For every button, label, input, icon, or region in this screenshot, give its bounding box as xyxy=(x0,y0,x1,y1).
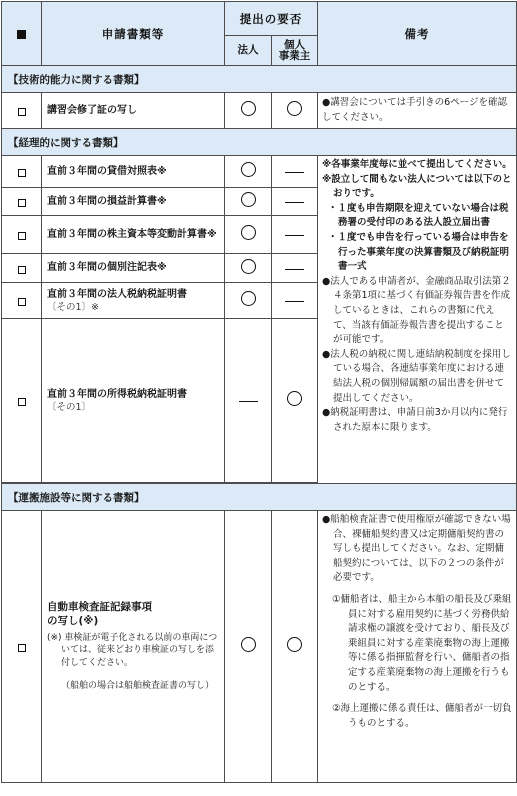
mark-corporation-notes xyxy=(225,254,272,283)
remark-financial-6: ●法人税の納税に関し連結納税制度を採用している場合、各連結事業年度における連結法人税の個別帰属額の届出書を併せて提出してください。 xyxy=(322,348,511,404)
doc-corp-tax xyxy=(42,283,225,319)
checkbox-income-tax[interactable] xyxy=(2,319,42,483)
doc-notes: 直前３年間の個別注記表※ xyxy=(42,254,225,283)
doc-profit-loss: 直前３年間の損益計算書※ xyxy=(42,188,225,216)
circle-icon xyxy=(241,225,256,240)
section-technical: 【技術的能力に関する書類】 xyxy=(2,66,517,93)
circle-icon xyxy=(241,637,256,652)
remark-financial-5: ●法人である申請者が、金融商品取引法第２４条第1項に基づく有価証券報告書を作成しているときは、これらの書類に代えて、当該有価証券報告書を提出することが可能です。 xyxy=(322,275,511,346)
header-checkbox-col xyxy=(2,2,42,66)
doc-balance-sheet: 直前３年間の貸借対照表※ xyxy=(42,156,225,188)
remark-financial-2: ※設立して間もない法人については以下のとおりです。 xyxy=(322,173,512,200)
doc-corp-tax-name: 直前３年間の法人税納税証明書 xyxy=(47,288,187,300)
remark-training: ●講習会については手引きの6ページを確認してください。 xyxy=(318,93,517,129)
mark-individual-training xyxy=(272,93,318,129)
section-financial: 【経理的に関する書類】 xyxy=(2,129,517,156)
checkbox-profit-loss[interactable] xyxy=(2,188,42,216)
remark-financial xyxy=(318,156,517,484)
doc-training-certificate: 講習会修了証の写し xyxy=(42,93,225,129)
dash-icon xyxy=(239,401,258,402)
remark-financial-1: ※各事業年度毎に並べて提出してください。 xyxy=(322,159,512,170)
mark-corporation-equity-changes xyxy=(225,216,272,254)
checkbox-icon[interactable] xyxy=(18,169,26,177)
remark-financial-3: ・１度も申告期限を迎えていない場合は税務署の受付印のある法人設立届出書 xyxy=(328,202,509,229)
checkbox-icon[interactable] xyxy=(18,108,26,116)
doc-corp-tax-sub: 〔その1〕※ xyxy=(47,301,100,313)
header-individual: 個人 事業主 xyxy=(272,36,318,66)
remark-transport-2: ①傭船者は、船主から本船の船長及び乗組員に対する雇用契約に基づく労務供給請求権の譲渡を受けており、船長及び乗組員に対する産業廃棄物の海上運搬等に係る指揮監督を行い、傭船者の指定する産業廃棄物の海上運搬を行うものとする。 xyxy=(332,593,512,693)
remark-transport xyxy=(318,511,517,783)
dash-icon xyxy=(285,235,304,236)
header-corporation: 法人 xyxy=(225,36,272,66)
checkbox-training[interactable] xyxy=(2,93,42,129)
circle-icon xyxy=(241,259,256,274)
remark-financial-7: ●納税証明書は、申請日前3か月以内に発行された原本に限ります。 xyxy=(322,407,508,433)
dash-icon xyxy=(285,202,304,203)
circle-icon xyxy=(241,192,256,207)
mark-corporation-training xyxy=(225,93,272,129)
mark-corporation-profit-loss xyxy=(225,188,272,216)
header-document-type: 申請書類等 xyxy=(42,2,225,66)
mark-individual-vehicle xyxy=(272,511,318,783)
doc-vehicle-name-1: 自動車検査証記録事項 xyxy=(47,600,152,613)
checkbox-icon[interactable] xyxy=(18,199,26,207)
doc-vehicle-note: (※) 車検証が電子化される以前の車両については、従来どおり車検証の写しを添付してください。 xyxy=(47,632,218,668)
mark-corporation-income-tax xyxy=(225,319,272,483)
mark-individual-equity-changes xyxy=(272,216,318,254)
remark-transport-1: ●船舶検査証書で使用権原が確認できない場合、裸傭船契約書又は定期傭船契約書の写しも提出してください。なお、定期傭船契約については、以下の２つの条件が必要です。 xyxy=(322,514,511,584)
checkbox-icon[interactable] xyxy=(18,398,26,406)
mark-individual-balance-sheet xyxy=(272,156,318,188)
remark-transport-3: ②海上運搬に係る責任は、傭船者が一切負うものとする。 xyxy=(332,703,512,729)
checkbox-icon[interactable] xyxy=(18,232,26,240)
doc-vehicle xyxy=(42,511,225,783)
remark-financial-4: ・１度でも申告を行っている場合は申告を行った事業年度の決算書類及び納税証明書一式 xyxy=(328,231,510,273)
circle-icon xyxy=(287,391,302,406)
circle-icon xyxy=(241,162,256,177)
checkbox-icon[interactable] xyxy=(18,644,26,652)
mark-individual-profit-loss xyxy=(272,188,318,216)
application-documents-table xyxy=(1,1,517,783)
section-transport: 【運搬施設等に関する書類】 xyxy=(2,484,517,511)
doc-equity-changes: 直前３年間の株主資本等変動計算書※ xyxy=(42,216,225,254)
checkbox-equity-changes[interactable] xyxy=(2,216,42,254)
mark-corporation-vehicle xyxy=(225,511,272,783)
dash-icon xyxy=(285,172,304,173)
circle-icon xyxy=(287,637,302,652)
checkbox-icon[interactable] xyxy=(18,266,26,274)
circle-icon xyxy=(241,291,256,306)
header-remarks: 備考 xyxy=(318,2,517,66)
header-submission-required: 提出の要否 xyxy=(225,2,318,36)
doc-vehicle-ship-note: （船舶の場合は船舶検査証書の写し） xyxy=(61,681,215,692)
header-square-icon xyxy=(17,30,26,39)
checkbox-vehicle[interactable] xyxy=(2,511,42,783)
circle-icon xyxy=(241,101,256,116)
doc-vehicle-name-2: の写し(※) xyxy=(47,614,99,627)
dash-icon xyxy=(285,301,304,302)
doc-income-tax-sub: 〔その1〕 xyxy=(47,401,92,413)
mark-corporation-balance-sheet xyxy=(225,156,272,188)
mark-corporation-corp-tax xyxy=(225,283,272,319)
checkbox-corp-tax[interactable] xyxy=(2,283,42,319)
checkbox-notes[interactable] xyxy=(2,254,42,283)
checkbox-balance-sheet[interactable] xyxy=(2,156,42,188)
mark-individual-notes xyxy=(272,254,318,283)
mark-individual-corp-tax xyxy=(272,283,318,319)
mark-individual-income-tax xyxy=(272,319,318,483)
circle-icon xyxy=(287,101,302,116)
doc-income-tax xyxy=(42,319,225,483)
checkbox-icon[interactable] xyxy=(18,298,26,306)
doc-income-tax-name: 直前３年間の所得税納税証明書 xyxy=(47,388,187,400)
dash-icon xyxy=(285,269,304,270)
